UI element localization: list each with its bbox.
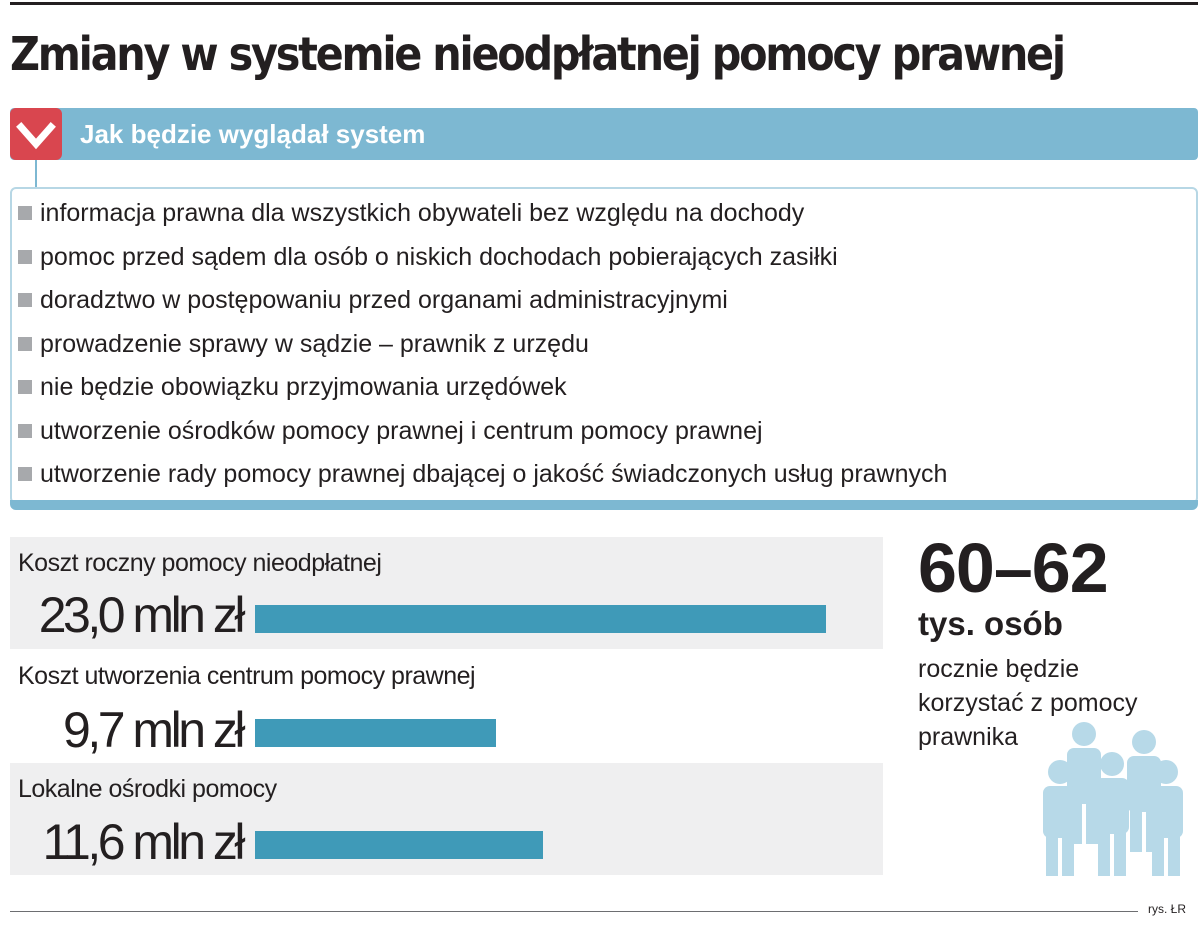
page-title: Zmiany w systemie nieodpłatnej pomocy prawnej: [10, 27, 1064, 81]
highlight-description: rocznie będzie korzystać z pomocy prawnika: [918, 655, 1138, 751]
category-label: Lokalne ośrodki pomocy: [18, 775, 277, 803]
list-item-text: prowadzenie sprawy w sądzie – prawnik z urzędu: [40, 330, 589, 358]
bar-1: [255, 719, 496, 747]
category-label: Koszt roczny pomocy nieodpłatnej: [18, 549, 382, 577]
bar-2: [255, 831, 543, 859]
highlight-unit: tys. osób: [918, 605, 1063, 642]
list-item-text: pomoc przed sądem dla osób o niskich dochodach pobierających zasiłki: [40, 243, 838, 271]
list-item-text: nie będzie obowiązku przyjmowania urzędówek: [40, 373, 567, 401]
list-item-text: utworzenie rady pomocy prawnej dbającej o jakość świadczonych usług prawnych: [40, 460, 948, 488]
list-item-text: informacja prawna dla wszystkich obywateli bez względu na dochody: [40, 199, 805, 227]
value-label: 23,0 mln zł: [38, 587, 242, 643]
list-item-text: utworzenie ośrodków pomocy prawnej i centrum pomocy prawnej: [40, 417, 763, 445]
value-label: 9,7 mln zł: [63, 702, 242, 758]
list-item-text: doradztwo w postępowaniu przed organami administracyjnymi: [40, 286, 728, 314]
value-label: 11,6 mln zł: [42, 814, 242, 870]
category-label: Koszt utworzenia centrum pomocy prawnej: [18, 662, 476, 690]
section-title: Jak będzie wyglądał system: [80, 119, 426, 149]
bottom-rule: [10, 911, 1138, 912]
credit: rys. ŁR: [1148, 902, 1187, 916]
highlight-number: 60–62: [918, 529, 1108, 607]
bar-0: [255, 605, 826, 633]
